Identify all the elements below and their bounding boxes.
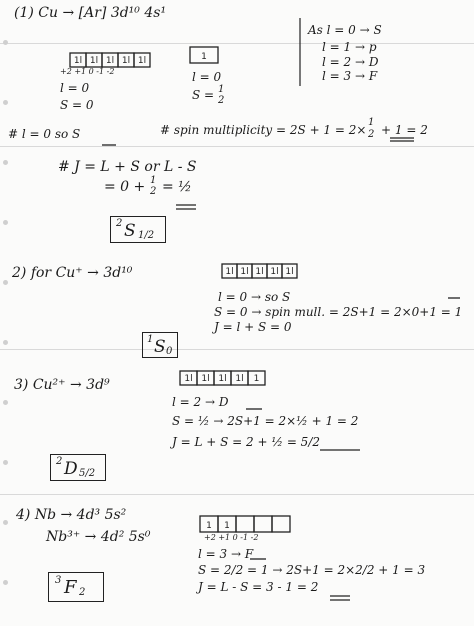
- sec3-term-symbol-box: [50, 454, 106, 481]
- sec1-4s-electron-arrows: 1: [201, 52, 207, 62]
- key-l1: l = 1 → p: [322, 40, 377, 54]
- sec2-3d-electron-arrows: 1l: [285, 267, 294, 277]
- sec3-3d-electron-arrows: 1l: [184, 374, 193, 384]
- term-letter: S: [124, 221, 136, 241]
- term-multiplicity: 2: [116, 218, 123, 229]
- sec3-3d-electron-arrows: 1l: [235, 374, 244, 384]
- sec4-ion-config: Nb³⁺ → 4d² 5s⁰: [46, 529, 151, 545]
- sec3-j-line: J = L + S = 2 + ½ = 5/2: [172, 435, 320, 449]
- sec1-j-rule: # J = L + S or L - S: [58, 159, 197, 175]
- sec1-l-so-s: # l = 0 so S: [8, 127, 81, 141]
- sec4-s-line: S = 2/2 = 1 → 2S+1 = 2×2/2 + 1 = 3: [198, 563, 426, 577]
- term-j: 1/2: [138, 230, 155, 241]
- sec4-title: 4) Nb → 4d³ 5s²: [16, 507, 127, 523]
- sec3-3d-electron-arrows: 1l: [201, 374, 210, 384]
- sec2-title: 2) for Cu⁺ → 3d¹⁰: [12, 265, 133, 281]
- sec4-4d-electron-arrows: 1: [224, 521, 230, 531]
- term-multiplicity: 3: [55, 575, 62, 586]
- sec4-4d-orbital-box: [254, 516, 272, 532]
- sec4-l-line: l = 3 → F: [198, 547, 254, 561]
- sec1-j-result: = ½: [162, 179, 192, 195]
- sec1-term-symbol-box: [110, 216, 166, 243]
- sec1-spin-mult-result: + 1 = 2: [381, 123, 428, 137]
- term-letter: F: [64, 577, 77, 598]
- sec1-4s-s-num: 1: [218, 84, 225, 95]
- sec3-3d-electron-arrows: 1l: [218, 374, 227, 384]
- sec1-title: (1) Cu → [Ar] 3d¹⁰ 4s¹: [14, 5, 167, 21]
- sec1-3d-electron-arrows: 1l: [121, 56, 131, 66]
- sec1-l-value: l = 0: [60, 81, 90, 95]
- sec1-s-value: S = 0: [60, 98, 94, 112]
- sec4-4d-orbital-box: [236, 516, 254, 532]
- sec4-4d-electron-arrows: 1: [206, 521, 212, 531]
- term-j: 2: [79, 587, 86, 598]
- sec4-ml-values: +2 +1 0 -1 -2: [204, 533, 259, 542]
- sec1-j-calc: = 0 +: [104, 179, 146, 195]
- sec2-j-line: J = l + S = 0: [214, 320, 292, 334]
- sec2-3d-electron-arrows: 1l: [270, 267, 279, 277]
- sec1-spin-mult: # spin multiplicity = 2S + 1 = 2×: [160, 123, 367, 137]
- key-l2: l = 2 → D: [322, 55, 379, 69]
- sec1-ml-values: +2 +1 0 -1 -2: [60, 67, 115, 76]
- key-l3: l = 3 → F: [322, 69, 378, 83]
- sec2-3d-electron-arrows: 1l: [255, 267, 264, 277]
- sec2-s-line: S = 0 → spin mull. = 2S+1 = 2×0+1 = 1: [214, 305, 463, 319]
- sec3-l-line: l = 2 → D: [172, 395, 229, 409]
- sec4-j-line: J = L - S = 3 - 1 = 2: [198, 580, 319, 594]
- sec3-3d-electron-arrows: 1: [253, 374, 260, 384]
- term-letter: D: [64, 459, 78, 479]
- sec1-3d-electron-arrows: 1l: [89, 56, 99, 66]
- sec1-4s-s-den: 2: [218, 95, 225, 106]
- key-l0: As l = 0 → S: [308, 23, 382, 37]
- sec1-half-den: 2: [368, 129, 375, 140]
- sec4-4d-orbital-box: [272, 516, 290, 532]
- sec2-l-line: l = 0 → so S: [218, 290, 291, 304]
- sec1-j-half-den: 2: [150, 186, 157, 197]
- sec1-3d-electron-arrows: 1l: [105, 56, 115, 66]
- sec1-half-num: 1: [368, 117, 375, 128]
- sec1-4s-l-value: l = 0: [192, 70, 222, 84]
- sec3-s-line: S = ½ → 2S+1 = 2×½ + 1 = 2: [172, 414, 359, 428]
- term-multiplicity: 1: [147, 334, 154, 345]
- term-multiplicity: 2: [56, 456, 63, 467]
- term-j: 5/2: [79, 468, 96, 479]
- sec4-term-symbol-box: [48, 572, 104, 602]
- sec1-3d-electron-arrows: 1l: [73, 56, 83, 66]
- sec2-3d-electron-arrows: 1l: [240, 267, 249, 277]
- term-letter: S: [154, 337, 166, 357]
- sec1-j-half-num: 1: [150, 175, 157, 186]
- sec2-3d-electron-arrows: 1l: [225, 267, 234, 277]
- sec3-title: 3) Cu²⁺ → 3d⁹: [14, 377, 110, 393]
- sec1-3d-electron-arrows: 1l: [137, 56, 147, 66]
- sec1-4s-s-label: S =: [192, 88, 215, 102]
- sec2-term-symbol-box: [142, 332, 178, 358]
- term-j: 0: [166, 346, 173, 357]
